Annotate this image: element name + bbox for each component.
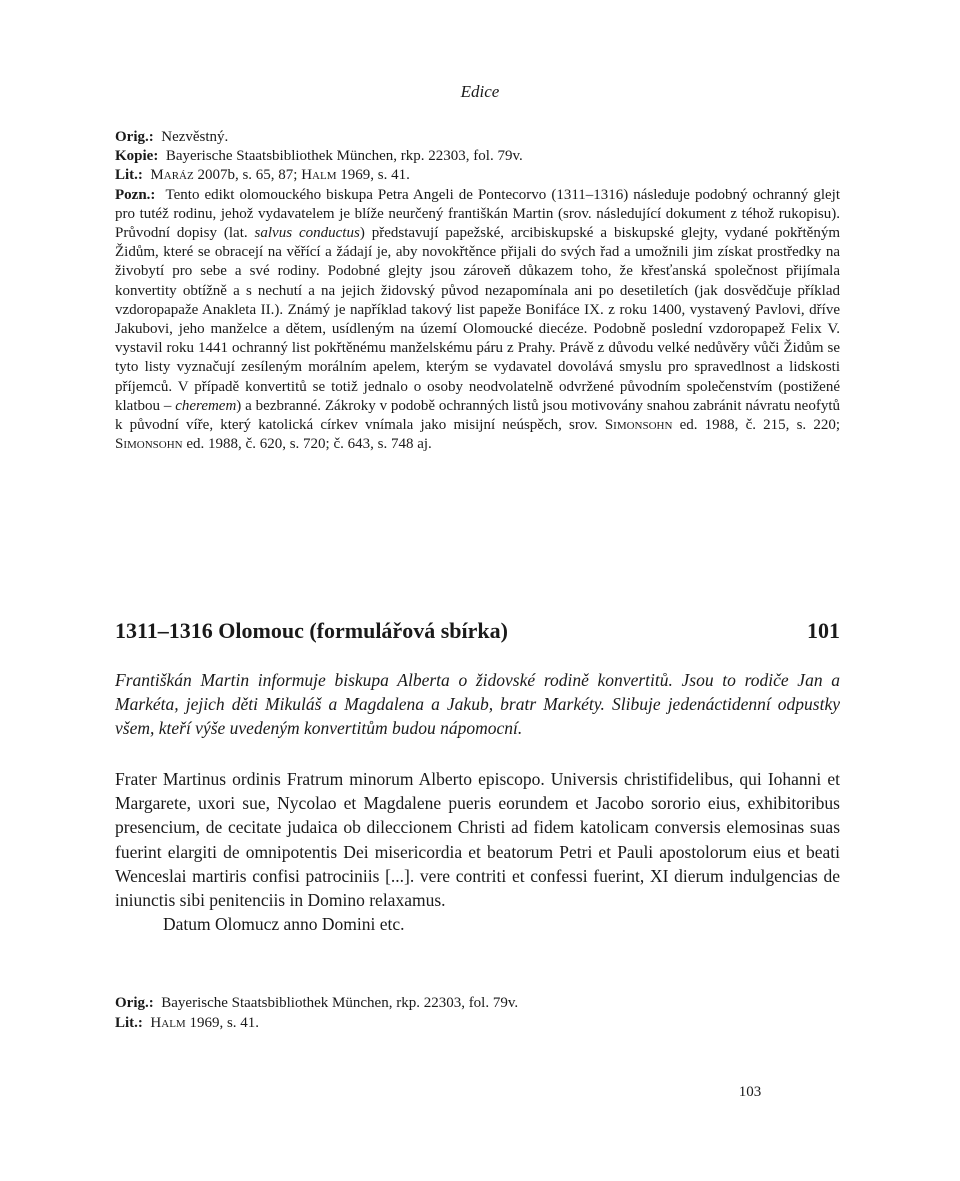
source-orig-value: Bayerische Staatsbibliothek München, rkp. 22303, fol. 79v. xyxy=(161,995,519,1011)
pozn-author-2: Simonsohn xyxy=(115,436,183,453)
source-lit-author: Halm xyxy=(150,1014,186,1031)
orig-label: Orig.: xyxy=(115,129,154,145)
pozn-hebrew-term: cheremem xyxy=(175,397,237,414)
kopie-line xyxy=(115,147,840,166)
entry-sources xyxy=(115,994,840,1033)
edition-text xyxy=(115,767,840,936)
page-number: 103 xyxy=(738,1084,762,1100)
latin-text: Frater Martinus ordinis Fratrum minorum Alberto episcopo. Universis christifidelibus, qui Iohanni et Margarete, uxori sue, Nycolao et Magdalene pueris eorundem et Jacobo sororio eius, exhibitoribus presencium, de cecitate judaica ob dileccionem Christi ad fidem katolicam conversis elemosinas suas fuerint elargiti de omnipotentis Dei misericordia et beatorum Petri et Pauli apostolorum eius et beati Wenceslai martiris confisi patrociniis [...]. vere contriti et confessi fuerint, XI dierum indulgencias de iniunctis sibi penitenciis in Domino relaxamus. xyxy=(115,769,840,911)
pozn-ref-1: ed. 1988, č. 215, s. 220; xyxy=(672,417,840,434)
entry-number: 101 xyxy=(807,618,840,643)
source-lit-line xyxy=(115,1014,840,1034)
pozn-text-1: Tento edikt olomouckého biskupa Petra Angeli de Pontecorvo (1311–1316) následuje podobný ochranný glejt pro tutéž rodinu, jehož vydavatelem je blíže neurčený františkán Martin (srov. následující dokument z téhož rukopisu). Průvodní dopisy (lat. xyxy=(115,186,841,242)
lit-line xyxy=(115,166,840,185)
source-lit-label: Lit.: xyxy=(115,1014,143,1031)
pozn-text-2: ) představují papežské, arcibiskupské a biskupské glejty, vydané pokřtěným Židům, které se obracejí na věřící a žádají je, aby novokřtěnce přijali do svých řad a umožnili jim získat prostředky na živobytí pro sebe a své rodiny. Podobné glejty jsou zároveň důkazem toho, že křesťanská společnost přijímala konvertity obtížně a s nechutí a na jejich židovský původ nezapomínala ani po desetiletích (jak dosvědčuje příklad vzdoropapaže Anakleta II.). Známý je například takový list papeže Bonifáce IX. z roku 1400, vystavený Pavlovi, dříve Jakubovi, jeho manželce a dětem, usídleným na území Olomoucké diecéze. Podobně poslední vzdoropapež Felix V. vystavil roku 1441 ochranný list pokřtěnému manželskému páru z Prahy. Právě z důvodu velké nedůvěry vůči Židům se tyto listy vyznačují zesíleným morálním apelem, kterým se vydavatel dovolává smyslu pro spravedlnost a lidskosti příjemců. V případě konvertitů se totiž jednalo o osoby neodvolatelně odvržené původním společenstvím (postižené klatbou – xyxy=(115,225,840,414)
lit-ref-2: 1969, s. 41. xyxy=(336,167,410,184)
entry-regest: Františkán Martin informuje biskupa Alberta o židovské rodině konvertitů. Jsou to rodiče Jan a Markéta, jejich děti Mikuláš a Magdalena a Jakub, bratr Markéty. Slibuje jedenáctidenní odpustky všem, kteří výše uvedeným konvertitům budou nápomocní. xyxy=(115,670,840,738)
source-orig-label: Orig.: xyxy=(115,995,154,1011)
lit-label: Lit.: xyxy=(115,167,143,184)
kopie-value: Bayerische Staatsbibliothek München, rkp. 22303, fol. 79v. xyxy=(165,148,523,165)
kopie-label: Kopie: xyxy=(115,148,159,165)
pozn-latin-term: salvus conductus xyxy=(254,225,360,242)
pozn-paragraph xyxy=(115,186,840,455)
entry-title: 1311–1316 Olomouc (formulářová sbírka) xyxy=(115,618,508,643)
lit-author-2: Halm xyxy=(301,167,337,184)
datum-line: Datum Olomucz anno Domini etc. xyxy=(163,914,405,935)
lit-ref-1: 2007b, s. 65, 87; xyxy=(193,167,302,184)
running-head: Edice xyxy=(460,82,500,101)
entry-heading xyxy=(115,618,840,644)
orig-line xyxy=(115,128,840,147)
pozn-ref-2: ed. 1988, č. 620, s. 720; č. 643, s. 748 aj. xyxy=(182,436,432,453)
source-orig-line xyxy=(115,994,840,1014)
source-lit-ref: 1969, s. 41. xyxy=(185,1014,260,1031)
pozn-text-3: ) a bezbranné. Zákroky v podobě ochranných listů jsou motivovány snahou zabránit návratu neofytů k původní víře, který katolická církev vnímala jako misijní neúspěch, srov. xyxy=(115,397,840,434)
pozn-label: Pozn.: xyxy=(115,186,156,203)
lit-author-1: Maráz xyxy=(150,167,194,184)
orig-value: Nezvěstný. xyxy=(161,129,229,145)
document-notes xyxy=(115,128,840,454)
pozn-author-1: Simonsohn xyxy=(604,417,673,434)
